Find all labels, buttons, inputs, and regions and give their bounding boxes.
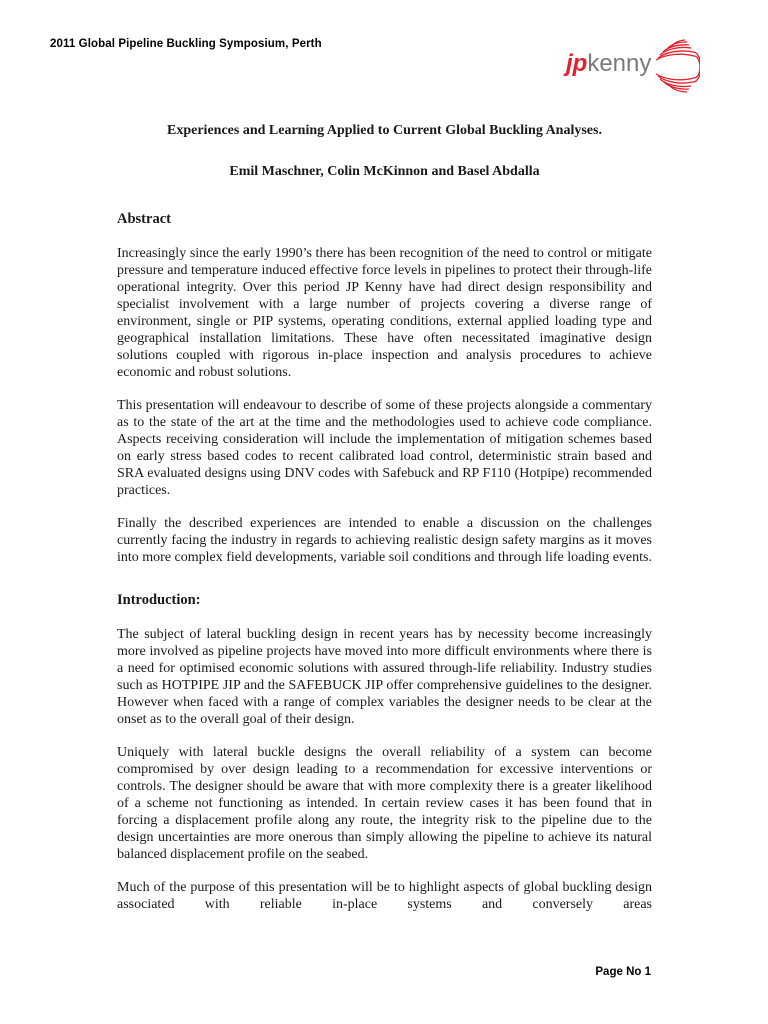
paper-body: [117, 112, 652, 913]
logo-kenny-text: kenny: [587, 50, 652, 77]
logo-jp-text: jp: [566, 50, 588, 77]
introduction-paragraph: Uniquely with lateral buckle designs the overall reliability of a system can become compromised by over design leading to a recommendation for excessive interventions or controls. The designer should be aware that with more complexity there is a greater likelihood of a scheme not functioning as intended. In certain review cases it has been found that in forcing a displacement profile along any route, the integrity risk to the pipeline due to the design uncertainties are more onerous than simply allowing the pipeline to achieve its natural balanced displacement profile on the seabed.: [117, 745, 652, 862]
paper-title: Experiences and Learning Applied to Current Global Buckling Analyses.: [167, 123, 602, 138]
symposium-header: 2011 Global Pipeline Buckling Symposium, Perth: [50, 38, 322, 50]
page-number: Page No 1: [595, 966, 651, 978]
introduction-heading: Introduction:: [117, 592, 201, 608]
introduction-paragraph: Much of the purpose of this presentation will be to highlight aspects of global buckling design associated with reliable in-place systems and conversely areas: [117, 880, 652, 912]
jp-kenny-logo: [560, 36, 700, 96]
abstract-heading: Abstract: [117, 211, 171, 227]
abstract-paragraph: Finally the described experiences are intended to enable a discussion on the challenges currently facing the industry in regards to achieving realistic design safety margins as it moves into more complex field developments, variable soil conditions and through life loading events.: [117, 516, 652, 565]
logo-wordmark: [566, 50, 651, 78]
abstract-paragraph: This presentation will endeavour to describe of some of these projects alongside a commentary as to the state of the art at the time and the methodologies used to achieve code compliance. Aspects receiving consideration will include the implementation of mitigation schemes based on early stress based codes to recent calibrated load control, deterministic strain based and SRA evaluated designs using DNV codes with Safebuck and RP F110 (Hotpipe) recommended practices.: [117, 398, 652, 498]
introduction-paragraph: The subject of lateral buckling design in recent years has by necessity become increasingly more involved as pipeline projects have moved into more difficult environments where there is a need for optimised economic solutions with assured through-life reliability. Industry studies such as HOTPIPE JIP and the SAFEBUCK JIP offer comprehensive guidelines to the designer. However when faced with a range of complex variables the designer needs to be clear at the onset as to the overall goal of their design.: [117, 627, 652, 727]
paper-authors: Emil Maschner, Colin McKinnon and Basel Abdalla: [229, 164, 540, 179]
abstract-paragraph: Increasingly since the early 1990’s there has been recognition of the need to control or mitigate pressure and temperature induced effective force levels in pipelines to protect their through-life operational integrity. Over this period JP Kenny have had direct design responsibility and specialist involvement with a large number of projects covering a diverse range of environment, single or PIP systems, operating conditions, external applied loading type and geographical installation limitations. These have often necessitated imaginative design solutions coupled with rigorous in-place inspection and analysis procedures to achieve economic and robust solutions.: [117, 246, 652, 380]
